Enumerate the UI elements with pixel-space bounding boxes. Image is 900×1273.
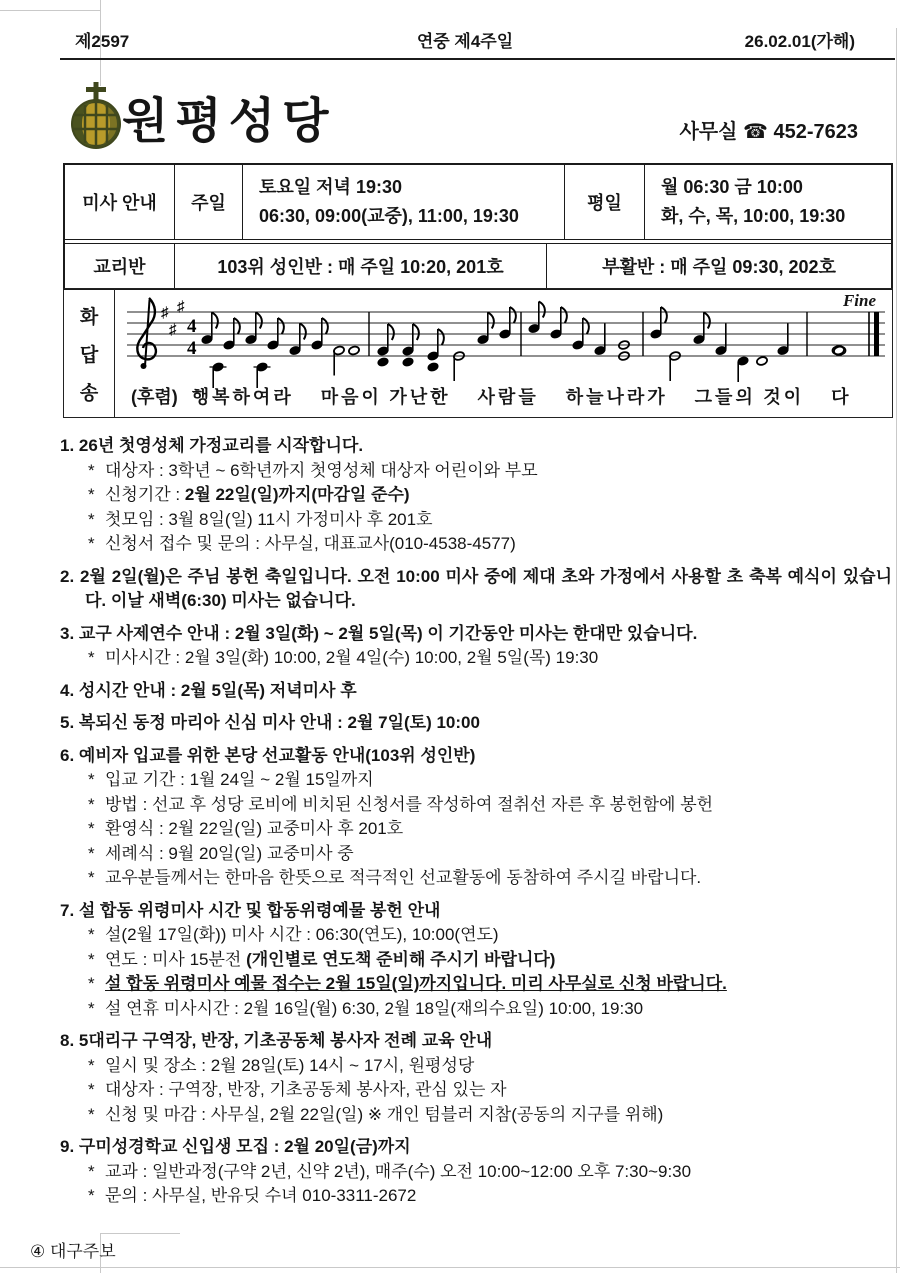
- mass-table-row2: [65, 244, 891, 288]
- asterisk-marker: *: [88, 1186, 95, 1205]
- announcement-title: [60, 434, 892, 459]
- asterisk-marker: *: [88, 794, 95, 814]
- announcement-sub: [60, 1184, 892, 1209]
- resurrection-class-cell: 부활반 : 매 주일 09:30, 202호: [602, 257, 836, 277]
- text-segment: 연도 : 미사 15분전: [105, 949, 247, 969]
- announcement-number: 9.: [60, 1137, 79, 1156]
- announcement-sub: [60, 532, 892, 557]
- text-segment: 예비자 입교를 위한 본당 선교활동 안내(103위 성인반): [78, 745, 476, 765]
- lyric-word: 마음이 가난한: [320, 387, 451, 407]
- asterisk-marker: *: [88, 460, 95, 480]
- announcement-sub: [60, 646, 892, 671]
- asterisk-marker: *: [88, 1080, 95, 1099]
- announcement-number: 3.: [60, 623, 79, 643]
- svg-text:4: 4: [187, 316, 197, 337]
- announcement-sub: [60, 842, 892, 867]
- masthead-divider: [60, 58, 895, 60]
- responsorial-psalm-box: [63, 288, 893, 418]
- brand-row: [70, 80, 858, 152]
- text-segment: 방법 : 선교 후 성당 로비에 비치된 신청서를 작성하여 절취선 자른 후 봉헌함에 봉헌: [105, 794, 714, 814]
- announcement-item: [60, 1135, 892, 1209]
- lyrics-line: [131, 383, 886, 409]
- text-segment: 대상자 : 구역장, 반장, 기초공동체 봉사자, 관심 있는 자: [105, 1080, 507, 1099]
- announcement-item: [60, 434, 892, 557]
- text-segment: 교과 : 일반과정(구약 2년, 신약 2년), 매주(수) 오전 10:00~12:00 오후 7:30~9:30: [105, 1161, 692, 1181]
- asterisk-marker: *: [88, 648, 95, 667]
- announcement-sub: [60, 1103, 892, 1128]
- text-segment: (개인별로 연도책 준비해 주시기 바랍니다): [246, 949, 556, 969]
- announcement-item: [60, 1029, 892, 1127]
- announcement-sub: [60, 997, 892, 1022]
- text-segment: 교우분들께서는 한마음 한뜻으로 적극적인 선교활동에 동참하여 주시길 바랍니다.: [105, 868, 702, 887]
- text-segment: 설 합동 위령미사 시간 및 합동위령예물 봉헌 안내: [78, 900, 441, 920]
- asterisk-marker: *: [88, 1055, 95, 1075]
- announcement-item: [60, 622, 892, 671]
- announcement-title: [60, 679, 892, 704]
- music-staff: [121, 292, 893, 388]
- mass-schedule-table: [63, 163, 893, 290]
- asterisk-marker: *: [88, 1104, 95, 1124]
- announcement-number: 7.: [60, 900, 79, 920]
- text-segment: 입교 기간 : 1월 24일 ~ 2월 15일까지: [105, 770, 374, 789]
- phone-icon: ☎: [742, 121, 768, 143]
- announcement-number: 4.: [60, 680, 79, 700]
- announcement-item: [60, 744, 892, 891]
- svg-text:♯: ♯: [161, 304, 169, 321]
- announcement-number: 2.: [60, 566, 80, 586]
- lyric-word: 그들의 것이: [694, 387, 805, 407]
- announcement-item: [60, 711, 892, 736]
- text-segment: 2월 22일(일)까지(마감일 준수): [184, 485, 410, 504]
- text-segment: 일시 및 장소 : 2월 28일(토) 14시 ~ 17시, 원평성당: [105, 1055, 475, 1075]
- announcement-sub: [60, 948, 892, 973]
- text-segment: 환영식 : 2월 22일(일) 교중미사 후 201호: [105, 819, 404, 838]
- lyric-word: 하늘나라가: [565, 387, 668, 407]
- svg-text:♯: ♯: [169, 321, 177, 338]
- announcement-sub: [60, 1160, 892, 1185]
- announcement-title: [60, 622, 892, 647]
- text-segment: 신청서 접수 및 문의 : 사무실, 대표교사(010-4538-4577): [105, 534, 516, 553]
- announcement-sub: [60, 793, 892, 818]
- adult-class-cell: 103위 성인반 : 매 주일 10:20, 201호: [175, 244, 547, 288]
- office-contact: [679, 115, 858, 152]
- page-title: 연중 제4주일: [416, 32, 514, 51]
- announcement-sub: [60, 1054, 892, 1079]
- announcement-sub: [60, 972, 892, 997]
- score-area: [115, 289, 892, 417]
- mass-info-header: 미사 안내: [65, 165, 175, 239]
- issue-number: 제2597: [75, 32, 130, 51]
- fine-marking: Fine: [842, 291, 876, 310]
- asterisk-marker: *: [88, 534, 95, 553]
- announcement-number: 6.: [60, 745, 79, 765]
- asterisk-marker: *: [88, 770, 95, 789]
- text-segment: 미사시간 : 2월 3일(화) 10:00, 2월 4일(수) 10:00, 2월 5일(목) 19:30: [105, 648, 599, 667]
- announcement-item: [60, 679, 892, 704]
- label-char: 답: [79, 344, 99, 366]
- text-segment: 문의 : 사무실, 반유딧 수녀 010-3311-2672: [105, 1186, 417, 1205]
- masthead: [75, 27, 855, 52]
- weekday-label: 평일: [565, 165, 645, 239]
- office-label: 사무실: [679, 121, 738, 143]
- responsorial-label: [64, 289, 115, 417]
- svg-text:4: 4: [187, 338, 197, 359]
- announcement-number: 5.: [60, 713, 79, 732]
- lyric-word: 사람들: [477, 387, 539, 407]
- text-segment: 복되신 동정 마리아 신심 미사 안내 : 2월 7일(토) 10:00: [78, 713, 480, 732]
- scan-artifact: [0, 10, 100, 11]
- announcement-title: [60, 899, 892, 924]
- text-segment: 성시간 안내 : 2월 5일(목) 저녁미사 후: [78, 680, 357, 700]
- announcement-number: 8.: [60, 1031, 79, 1050]
- footer-publication: ④ 대구주보: [30, 1242, 116, 1261]
- church-name: 원평성당: [122, 94, 336, 148]
- mass-table-row1: [65, 165, 891, 239]
- announcement-sub: [60, 1078, 892, 1103]
- asterisk-marker: *: [88, 485, 95, 504]
- announcement-sub: [60, 817, 892, 842]
- sunday-label: 주일: [175, 165, 243, 239]
- asterisk-marker: *: [88, 974, 95, 993]
- text-segment: 신청 및 마감 : 사무실, 2월 22일(일) ※ 개인 텀블러 지참(공동의 지구를 위해): [105, 1104, 664, 1124]
- catechism-header: 교리반: [65, 244, 175, 288]
- label-char: 화: [79, 306, 99, 328]
- asterisk-marker: *: [88, 509, 95, 529]
- svg-text:♯: ♯: [177, 298, 185, 315]
- asterisk-marker: *: [88, 1161, 95, 1181]
- announcement-sub: [60, 483, 892, 508]
- scan-artifact: [0, 1267, 900, 1268]
- asterisk-marker: *: [88, 925, 95, 944]
- text-segment: 설 연휴 미사시간 : 2월 16일(월) 6:30, 2월 18일(재의수요일) 10:00, 19:30: [105, 998, 644, 1018]
- text-segment: 2월 2일(월)은 주님 봉헌 축일입니다. 오전 10:00 미사 중에 제대 초와 가정에서 사용할 초 축복 예식이 있습니다. 이날 새벽(6:30) 미사는 없습니다.: [80, 566, 892, 610]
- office-phone: 452-7623: [773, 121, 858, 143]
- lyric-word: 행복하여라: [191, 387, 294, 407]
- announcement-title: [60, 1029, 892, 1054]
- text-segment: 첫모임 : 3월 8일(일) 11시 가정미사 후 201호: [105, 509, 433, 529]
- announcements: [60, 434, 892, 1217]
- announcement-title: [60, 1135, 892, 1160]
- church-logo-icon: [70, 82, 122, 150]
- asterisk-marker: *: [88, 843, 95, 863]
- asterisk-marker: *: [88, 998, 95, 1018]
- lyric-word: 다: [831, 387, 852, 407]
- text-segment: 구미성경학교 신입생 모집 : 2월 20일(금)까지: [78, 1137, 411, 1156]
- asterisk-marker: *: [88, 819, 95, 838]
- text-segment: 설(2월 17일(화)) 미사 시간 : 06:30(연도), 10:00(연도): [105, 925, 499, 944]
- text-segment: 설 합동 위령미사 예물 접수는 2월 15일(일)까지입니다. 미리 사무실로 신청 바랍니다.: [105, 974, 727, 993]
- announcement-sub: [60, 768, 892, 793]
- scan-artifact: [100, 1233, 180, 1234]
- announcement-sub: [60, 459, 892, 484]
- text-segment: 세례식 : 9월 20일(일) 교중미사 중: [105, 843, 354, 863]
- announcement-item: [60, 565, 892, 614]
- refrain-label: (후렴): [131, 387, 178, 407]
- asterisk-marker: *: [88, 868, 95, 887]
- announcement-title: [60, 744, 892, 769]
- announcement-number: 1.: [60, 436, 79, 455]
- text-segment: 5대리구 구역장, 반장, 기초공동체 봉사자 전례 교육 안내: [78, 1031, 493, 1050]
- announcement-sub: [60, 923, 892, 948]
- scan-artifact: [896, 28, 897, 1273]
- weekday-times: 월 06:30 금 10:00 화, 수, 목, 10:00, 19:30: [661, 177, 846, 226]
- asterisk-marker: *: [88, 949, 95, 969]
- text-segment: 26년 첫영성체 가정교리를 시작합니다.: [78, 436, 364, 455]
- issue-date: 26.02.01(가해): [744, 32, 856, 51]
- announcement-sub: [60, 866, 892, 891]
- text-segment: 대상자 : 3학년 ~ 6학년까지 첫영성체 대상자 어린이와 부모: [105, 460, 538, 480]
- announcement-title: [60, 565, 892, 614]
- announcement-title: [60, 711, 892, 736]
- sunday-times: 토요일 저녁 19:30 06:30, 09:00(교중), 11:00, 19:30: [243, 165, 565, 239]
- text-segment: 신청기간 :: [105, 485, 185, 504]
- label-char: 송: [79, 382, 99, 404]
- announcement-sub: [60, 508, 892, 533]
- announcement-item: [60, 899, 892, 1022]
- text-segment: 교구 사제연수 안내 : 2월 3일(화) ~ 2월 5일(목) 이 기간동안 미사는 한대만 있습니다.: [78, 623, 698, 643]
